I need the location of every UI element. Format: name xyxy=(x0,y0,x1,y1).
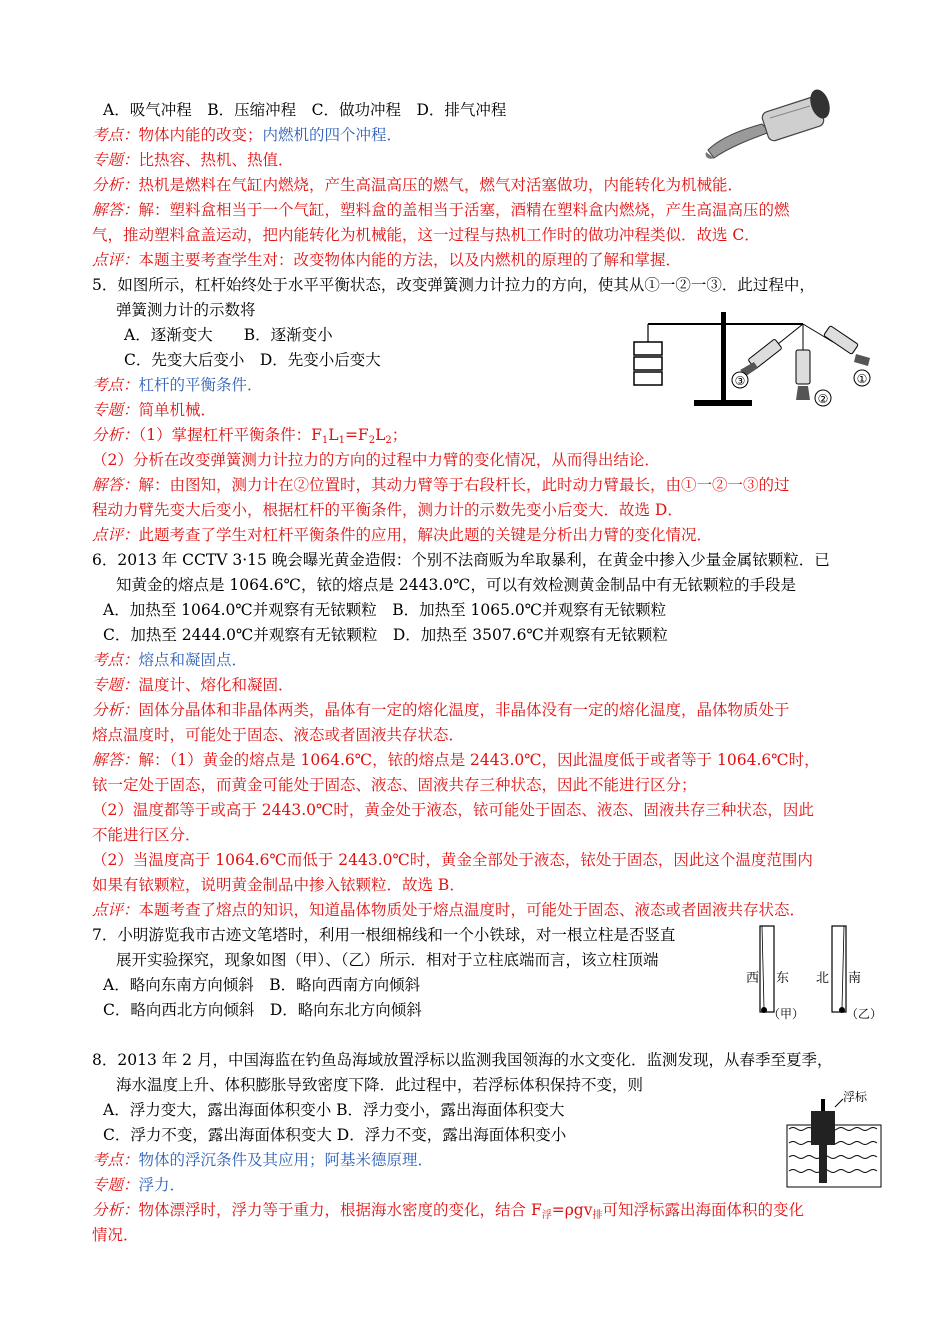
q7-figure-north: 北 xyxy=(816,971,830,986)
q7-figure-jia: （甲） xyxy=(768,1007,805,1021)
q8-fenxi-line-1: 分析：物体漂浮时，浮力等于重力，根据海水密度的变化，结合 $F_浮=\rho gv_排$可知浮标露出海面体积的变化 xyxy=(92,1201,804,1221)
q7-stem-line-1: 7．小明游览我市古迹文笔塔时，利用一根细棉线和一个小铁球，对一根立柱是否竖直 xyxy=(92,926,676,944)
q5-zhuanti: 专题：简单机械． xyxy=(92,401,217,419)
q5-options-cd: C．先变大后变小 D．先变小后变大 xyxy=(124,351,381,369)
q7-figure-yi: （乙） xyxy=(846,1007,883,1021)
q8-kaodian: 考点：物体的浮沉条件及其应用；阿基米德原理． xyxy=(92,1151,434,1169)
q6-kaodian: 考点：熔点和凝固点． xyxy=(92,651,248,669)
q8-figure-buoy xyxy=(785,1085,885,1190)
q5-options-ab: A．逐渐变大 B．逐渐变小 xyxy=(124,326,333,344)
q5-figure-label-1: ① xyxy=(856,372,868,386)
q4-jieda-line-1: 解答：解：塑料盒相当于一个气缸，塑料盒的盖相当于活塞，酒精在塑料盒内燃烧，产生高温高压的燃 xyxy=(92,201,790,219)
q6-options-ab: A．加热至 1064.0℃并观察有无铱颗粒 B．加热至 1065.0℃并观察有无铱颗粒 xyxy=(103,601,667,619)
q6-jieda-line-2: 铱一定处于固态，而黄金可能处于固态、液态、固液共存三种状态，因此不能进行区分； xyxy=(92,776,697,794)
q5-dianping: 点评：此题考查了学生对杠杆平衡条件的应用，解决此题的关键是分析出力臂的变化情况． xyxy=(92,526,713,544)
q4-fenxi: 分析：热机是燃料在气缸内燃烧，产生高温高压的燃气，燃气对活塞做功，内能转化为机械能． xyxy=(92,176,744,194)
q4-dianping: 点评：本题主要考查学生对：改变物体内能的方法，以及内燃机的原理的了解和掌握． xyxy=(92,251,682,269)
q6-stem-line-1: 6．2013 年 CCTV 3·15 晚会曝光黄金造假：个别不法商贩为牟取暴利，在黄金中掺入少量金属铱颗粒．已 xyxy=(92,551,830,569)
q6-dianping: 点评：本题考查了熔点的知识，知道晶体物质处于熔点温度时，可能处于固态、液态或者固液共存状态． xyxy=(92,901,806,919)
q7-figure-east: 东 xyxy=(776,971,790,986)
q6-fenxi-line-2: 熔点温度时，可能处于固态、液态或者固液共存状态． xyxy=(92,726,465,744)
q7-options-cd: C．略向西北方向倾斜 D．略向东北方向倾斜 xyxy=(103,1001,422,1019)
q6-jieda-line-4: 不能进行区分． xyxy=(92,826,201,844)
q5-fenxi-line-1: 分析：（1）掌握杠杆平衡条件：$F_1L_1=F_2L_2$； xyxy=(92,426,408,446)
q5-kaodian: 考点：杠杆的平衡条件． xyxy=(92,376,263,394)
q7-options-ab: A．略向东南方向倾斜 B．略向西南方向倾斜 xyxy=(103,976,421,994)
q8-options-cd: C．浮力不变，露出海面体积变大 D．浮力不变，露出海面体积变小 xyxy=(103,1126,567,1144)
q6-jieda-line-1: 解答：解：（1）黄金的熔点是 1064.6℃，铱的熔点是 2443.0℃，因此温度低于或者等于 1064.6℃时， xyxy=(92,751,820,769)
q7-stem-line-2: 展开实验探究，现象如图（甲）、（乙）所示．相对于立柱底端而言，该立柱顶端 xyxy=(116,951,659,969)
q5-figure-label-2: ② xyxy=(817,392,829,406)
q4-figure-plastic-box-igniter xyxy=(700,88,840,163)
q6-jieda-line-3: （2）温度都等于或高于 2443.0℃时，黄金处于液态，铱可能处于固态、液态、固液共存三种状态，因此 xyxy=(92,801,814,819)
q5-figure-lever xyxy=(628,308,886,412)
q6-jieda-line-6: 如果有铱颗粒，说明黄金制品中掺入铱颗粒．故选 B． xyxy=(92,876,465,894)
q7-figure-pillars xyxy=(740,922,890,1022)
q8-stem-line-1: 8．2013 年 2 月，中国海监在钓鱼岛海域放置浮标以监测我国领海的水文变化．监测发现，从春季至夏季， xyxy=(92,1051,833,1069)
q4-options: A．吸气冲程 B．压缩冲程 C．做功冲程 D．排气冲程 xyxy=(103,101,507,119)
q7-figure-south: 南 xyxy=(848,971,862,986)
q6-options-cd: C．加热至 2444.0℃并观察有无铱颗粒 D．加热至 3507.6℃并观察有无铱颗粒 xyxy=(103,626,668,644)
q8-options-ab: A．浮力变大，露出海面体积变小 B．浮力变小，露出海面体积变大 xyxy=(103,1101,565,1119)
q6-stem-line-2: 知黄金的熔点是 1064.6℃，铱的熔点是 2443.0℃，可以有效检测黄金制品中有无铱颗粒的手段是 xyxy=(116,576,797,594)
q4-kaodian: 考点：物体内能的改变；内燃机的四个冲程． xyxy=(92,126,403,144)
q7-figure-west: 西 xyxy=(746,971,760,986)
q5-stem-line-1: 5．如图所示，杠杆始终处于水平平衡状态，改变弹簧测力计拉力的方向，使其从①一②一③．此过程中， xyxy=(92,276,815,294)
q5-stem-line-2: 弹簧测力计的示数将 xyxy=(116,301,256,319)
q6-fenxi-line-1: 分析：固体分晶体和非晶体两类，晶体有一定的熔化温度，非晶体没有一定的熔化温度，晶体物质处于 xyxy=(92,701,790,719)
q8-fenxi-line-2: 情况． xyxy=(92,1226,139,1244)
q4-jieda-line-2: 气，推动塑料盒盖运动，把内能转化为机械能，这一过程与热机工作时的做功冲程类似．故选 C． xyxy=(92,226,760,244)
q5-jieda-line-1: 解答：解：由图知，测力计在②位置时，其动力臂等于右段杆长，此时动力臂最长，由①一②一③的过 xyxy=(92,476,790,494)
q8-figure-label: 浮标 xyxy=(843,1090,868,1104)
q8-zhuanti: 专题：浮力． xyxy=(92,1176,186,1194)
q6-jieda-line-5: （2）当温度高于 1064.6℃而低于 2443.0℃时，黄金全部处于液态，铱处于固态，因此这个温度范围内 xyxy=(92,851,813,869)
q4-zhuanti: 专题：比热容、热机、热值． xyxy=(92,151,294,169)
q5-figure-label-3: ③ xyxy=(734,374,746,388)
q6-zhuanti: 专题：温度计、熔化和凝固． xyxy=(92,676,294,694)
q5-jieda-line-2: 程动力臂先变大后变小，根据杠杆的平衡条件，测力计的示数先变小后变大．故选 D． xyxy=(92,501,683,519)
q8-stem-line-2: 海水温度上升、体积膨胀导致密度下降．此过程中，若浮标体积保持不变，则 xyxy=(116,1076,644,1094)
q5-fenxi-line-2: （2）分析在改变弹簧测力计拉力的方向的过程中力臂的变化情况，从而得出结论． xyxy=(92,451,660,469)
